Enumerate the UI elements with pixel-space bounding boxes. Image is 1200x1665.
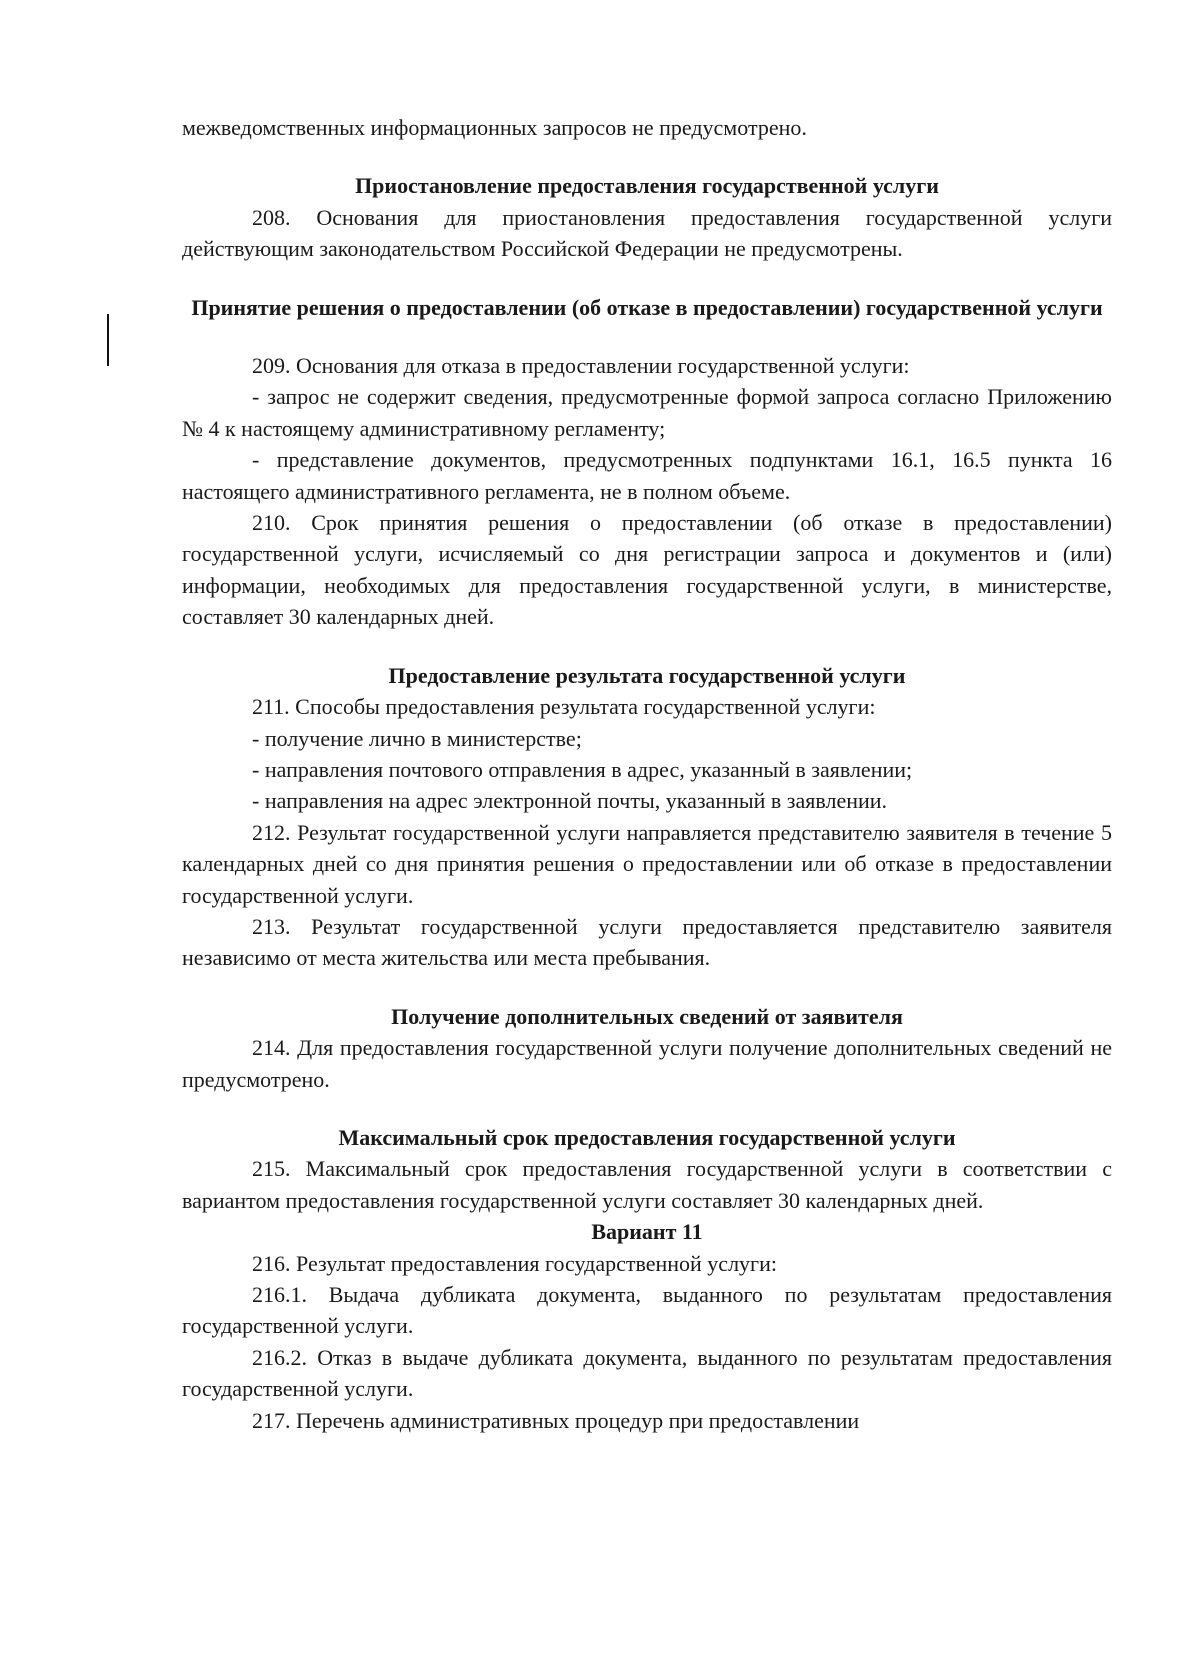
document-page <box>182 112 1112 1436</box>
section-heading: Предоставление результата государственной услуги <box>388 662 906 688</box>
paragraph: 216.2. Отказ в выдаче дубликата документа, выданного по результатам предоставления государственной услуги. <box>182 1344 1112 1402</box>
paragraph: межведомственных информационных запросов не предусмотрено. <box>182 115 807 140</box>
paragraph: 216.1. Выдача дубликата документа, выданного по результатам предоставления государственной услуги. <box>182 1282 1112 1339</box>
paragraph: 212. Результат государственной услуги направляется представителю заявителя в течение 5 календарных дней со дня принятия решения о предоставлении или об отказе в предоставлении государственной услуги. <box>182 819 1112 908</box>
paragraph: 215. Максимальный срок предоставления государственной услуги в соответствии с вариантом предоставления государственной услуги составляет 30 календарных дней. <box>182 1156 1112 1213</box>
paragraph: 213. Результат государственной услуги предоставляется представителю заявителя независимо от места жительства или места пребывания. <box>182 913 1112 971</box>
section-heading: Приостановление предоставления государственной услуги <box>355 173 939 199</box>
paragraph: 211. Способы предоставления результата государственной услуги: <box>252 694 876 720</box>
section-heading: Получение дополнительных сведений от заявителя <box>391 1003 903 1029</box>
paragraph: - запрос не содержит сведения, предусмотренные формой запроса согласно Приложению № 4 к настоящему административному регламенту; <box>182 384 1112 441</box>
paragraph: 208. Основания для приостановления предоставления государственной услуги действующим законодательством Российской Федерации не предусмотрены. <box>182 204 1112 262</box>
section-heading: Максимальный срок предоставления государственной услуги <box>338 1124 956 1150</box>
paragraph: - направления почтового отправления в адрес, указанный в заявлении; <box>252 756 913 782</box>
paragraph: - представление документов, предусмотренных подпунктами 16.1, 16.5 пункта 16 настоящего административного регламента, не в полном объеме. <box>182 447 1112 504</box>
paragraph: 214. Для предоставления государственной услуги получение дополнительных сведений не предусмотрено. <box>182 1035 1112 1092</box>
paragraph: 217. Перечень административных процедур при предоставлении <box>252 1407 860 1433</box>
paragraph: 216. Результат предоставления государственной услуги: <box>252 1250 777 1276</box>
section-heading: Вариант 11 <box>591 1219 703 1245</box>
paragraph: 209. Основания для отказа в предоставлении государственной услуги: <box>252 353 910 379</box>
paragraph: - направления на адрес электронной почты, указанный в заявлении. <box>252 788 888 814</box>
paragraph: 210. Срок принятия решения о предоставлении (об отказе в предоставлении) государственной услуги, исчисляемый со дня регистрации запроса и документов и (или) информации, необходимых для предоставления государственной услуги, в министерстве, составляет 30 календарных дней. <box>182 510 1112 630</box>
change-bar <box>107 314 109 366</box>
paragraph: - получение лично в министерстве; <box>252 725 582 751</box>
section-heading: Принятие решения о предоставлении (об отказе в предоставлении) государственной услуги <box>191 294 1103 320</box>
